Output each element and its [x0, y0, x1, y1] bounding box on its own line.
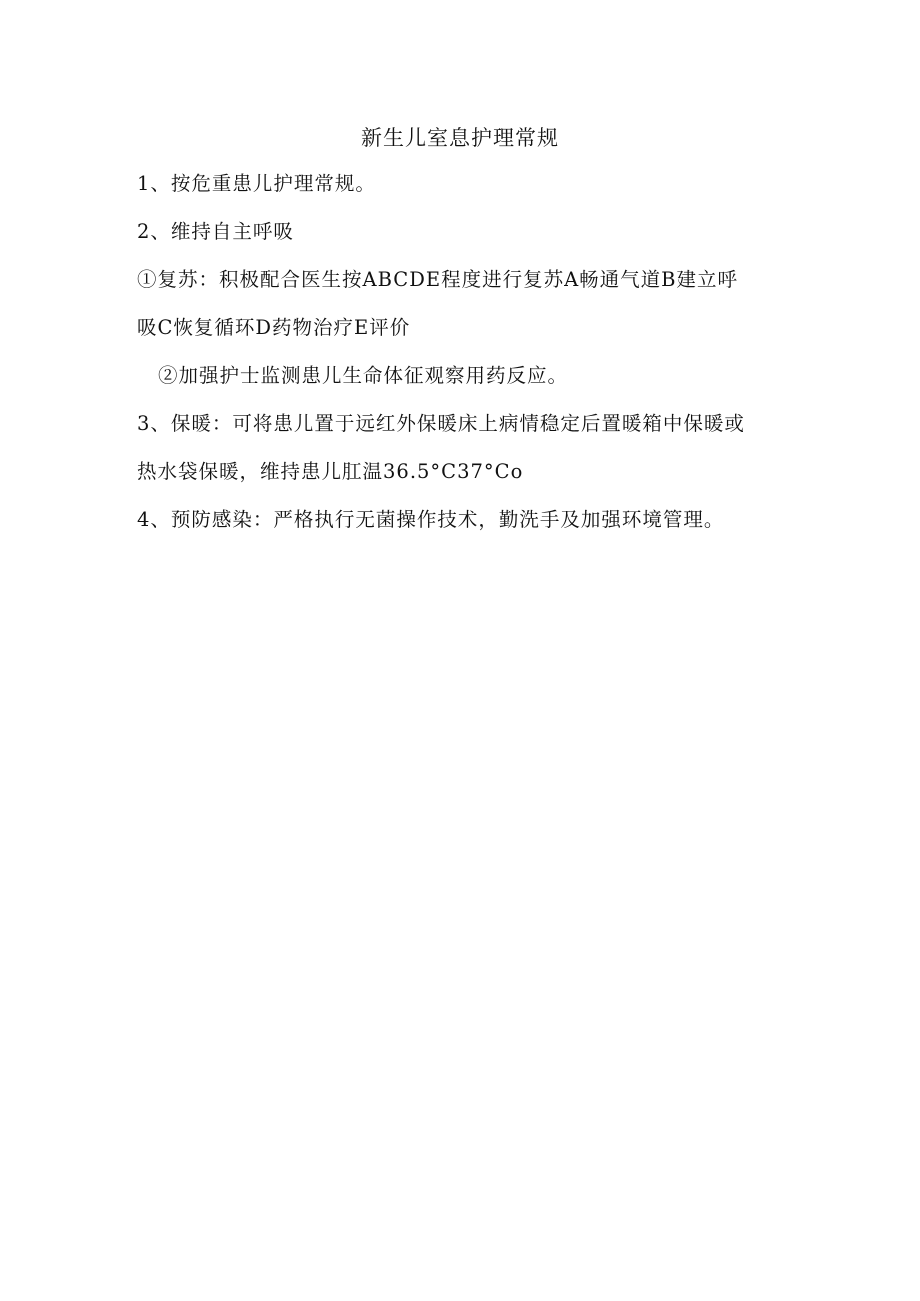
document-title: 新生儿室息护理常规: [361, 126, 559, 150]
paragraph-line-7: 热水袋保暖，维持患儿肛温36.5°C37°Co: [137, 460, 524, 483]
paragraph-line-4: 吸C恢复循环D药物治疗E评价: [137, 316, 411, 339]
paragraph-line-1: 1、按危重患儿护理常规。: [137, 172, 376, 195]
paragraph-line-8: 4、预防感染：严格执行无菌操作技术，勤洗手及加强环境管理。: [137, 508, 725, 531]
paragraph-line-5: ②加强护士监测患儿生命体征观察用药反应。: [158, 364, 569, 387]
paragraph-line-6: 3、保暖：可将患儿置于远红外保暖床上病情稳定后置暖箱中保暖或: [137, 412, 745, 435]
paragraph-line-3: ①复苏：积极配合医生按ABCDE程度进行复苏A畅通气道B建立呼: [137, 268, 738, 291]
paragraph-line-2: 2、维持自主呼吸: [137, 220, 294, 243]
